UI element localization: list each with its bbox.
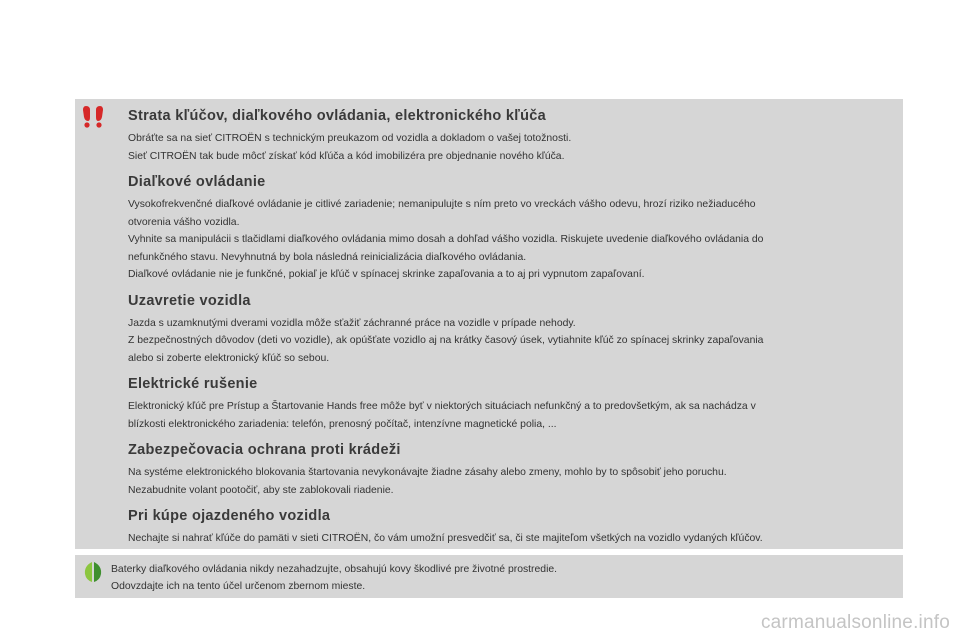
section-line: Diaľkové ovládanie nie je funkčné, pokiaľ je kľúč v spínacej skrinke zapaľovania a to aj pri vypnutom zapaľovaní. — [128, 269, 645, 280]
intro-line: Sieť CITROËN tak bude môcť získať kód kľúča a kód imobilizéra pre objednanie nového kľúča. — [128, 150, 565, 162]
eco-text — [111, 561, 881, 595]
section-line: Z bezpečnostných dôvodov (deti vo vozidle), ak opúšťate vozidlo aj na krátky časový úsek, vytiahnite kľúč zo spínacej skrinky zapaľovania — [128, 335, 764, 346]
section-heading: Zabezpečovacia ochrana proti krádeži — [128, 442, 401, 458]
eco-line: Baterky diaľkového ovládania nikdy nezahadzujte, obsahujú kovy škodlivé pre životné prostredie. — [111, 564, 558, 575]
section-line: Elektronický kľúč pre Prístup a Štartovanie Hands free môže byť v niektorých situáciach nefunkčný a to predovšetkým, ak sa nachádza v — [128, 401, 756, 412]
warning-exclamation-icon — [80, 103, 106, 129]
section-used-vehicle — [128, 506, 888, 548]
section-remote-control — [128, 172, 888, 284]
section-line: otvorenia vášho vozidla. — [128, 216, 240, 228]
section-line: Vysokofrekvenčné diaľkové ovládanie je citlivé zariadenie; nemanipulujte s ním preto vo vreckách vášho odevu, hrozí riziko nežiaducého — [128, 199, 756, 210]
section-heading: Uzavretie vozidla — [128, 292, 251, 309]
intro-line: Obráťte sa na sieť CITROËN s technickým preukazom od vozidla a dokladom o vašej totožnosti. — [128, 133, 572, 144]
section-line: blízkosti elektronického zariadenia: telefón, prenosný počítač, intenzívne magnetické polia, ... — [128, 418, 557, 430]
section-electrical-interference — [128, 374, 888, 433]
section-heading: Diaľkové ovládanie — [128, 174, 266, 190]
eco-line: Odovzdajte ich na tento účel určenom zbernom mieste. — [111, 581, 366, 592]
section-locking — [128, 291, 888, 368]
section-heading: Pri kúpe ojazdeného vozidla — [128, 508, 331, 524]
section-line: nefunkčného stavu. Nevyhnutná by bola následná reinicializácia diaľkového ovládania. — [128, 251, 527, 263]
section-line: Nechajte si nahrať kľúče do pamäti v sieti CITROËN, čo vám umožní presvedčiť sa, či ste majiteľom všetkých na vozidlo vydaných kľúčov. — [128, 533, 763, 544]
section-line: Jazda s uzamknutými dverami vozidla môže sťažiť záchranné práce na vozidle v prípade nehody. — [128, 317, 576, 329]
section-line: Na systéme elektronického blokovania štartovania nevykonávajte žiadne zásahy alebo zmeny, mohlo by to spôsobiť jeho poruchu. — [128, 467, 727, 478]
section-line: alebo si zoberte elektronický kľúč so sebou. — [128, 352, 330, 364]
section-line: Nezabudnite volant pootočiť, aby ste zablokovali riadenie. — [128, 484, 394, 496]
section-line: Vyhnite sa manipulácii s tlačidlami diaľkového ovládania mimo dosah a dohľad vášho vozidla. Riskujete uvedenie diaľkového ovládania do — [128, 234, 764, 245]
warning-title: Strata kľúčov, diaľkového ovládania, elektronického kľúča — [128, 108, 546, 124]
intro-section — [128, 106, 888, 165]
warning-content — [128, 106, 888, 555]
leaf-icon — [82, 560, 104, 584]
section-anti-theft — [128, 440, 888, 499]
watermark: carmanualsonline.info — [760, 612, 950, 633]
section-heading: Elektrické rušenie — [128, 376, 258, 392]
